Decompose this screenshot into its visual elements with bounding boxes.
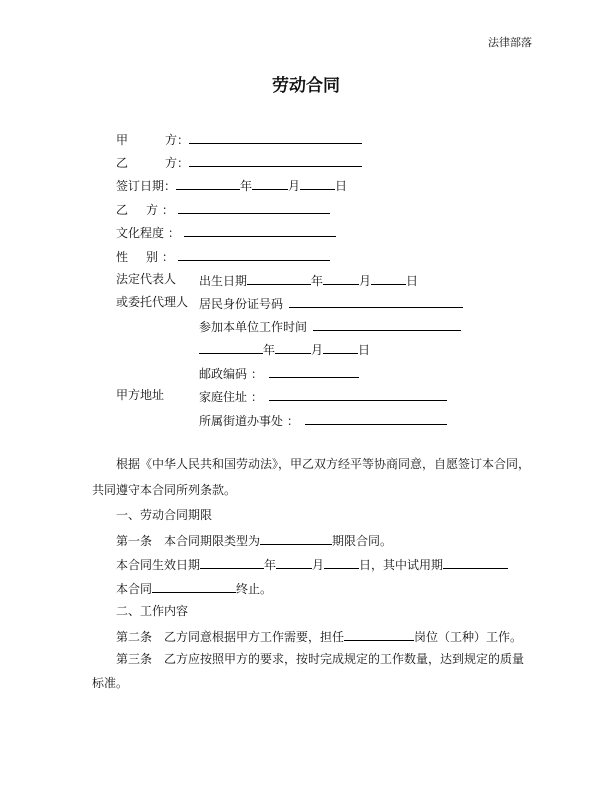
label: 文化程度 ： [116,226,180,240]
blank[interactable] [313,318,461,331]
label: 日 [358,343,371,357]
home-row [199,388,447,404]
blank[interactable] [252,177,288,190]
label: 出生日期 [199,274,248,288]
text: 第二条 乙方同意根据甲方工作需要，担任 [116,630,345,644]
text: 终止。 [236,582,273,596]
blank[interactable] [371,272,406,285]
blank[interactable] [189,131,362,144]
blank[interactable] [152,580,236,593]
label: 月 [288,179,301,193]
party-b-row [116,154,362,170]
blank[interactable] [184,224,336,237]
join-date-row [199,341,370,357]
blank[interactable] [289,295,463,308]
label: 法定代表人 [116,272,177,286]
label: 年 [311,274,324,288]
label: 性 [116,250,129,264]
blank[interactable] [199,341,263,354]
label: 甲 [116,133,129,147]
label: 签订日期： [116,179,177,193]
blank[interactable] [247,272,311,285]
gender-row [116,248,330,264]
label: 居民身份证号码 [199,297,284,311]
label: 月 [359,274,372,288]
text: 本合同 [116,582,153,596]
label: 方 ： [146,203,174,217]
blank[interactable] [323,272,359,285]
paragraph: 根据《中华人民共和国劳动法》，甲乙双方经平等协商同意，自愿签订本合同， [116,457,531,471]
label: 或委托代理人 [116,295,189,309]
article-2 [116,628,522,644]
party-b2-row [116,201,330,217]
blank[interactable] [178,248,330,261]
text: 期限合同。 [332,534,393,548]
label: 方： [165,133,190,147]
education-row [116,224,336,240]
id-row [199,295,463,311]
blank[interactable] [324,556,359,569]
label: 乙 [116,156,129,170]
paragraph: 共同遵守本合同所列条款。 [92,483,237,497]
text: 年 [264,558,277,572]
blank[interactable] [189,154,362,167]
label: 甲方地址 [116,388,165,402]
label: 邮政编码 ： [199,367,263,381]
blank[interactable] [305,412,447,425]
label: 年 [263,343,276,357]
paragraph: 第三条 乙方应按照甲方的要求，按时完成规定的工作数量，达到规定的质量 [116,652,525,666]
effective-date [116,556,508,572]
blank[interactable] [300,177,335,190]
blank[interactable] [260,532,332,545]
label: 日 [406,274,419,288]
blank[interactable] [276,556,312,569]
text: 第一条 本合同期限类型为 [116,534,261,548]
postcode-row [199,365,359,381]
label: 所属街道办事处 ： [199,414,299,428]
label: 方： [165,156,190,170]
text: 本合同生效日期 [116,558,201,572]
text: 日，其中试用期 [359,558,444,572]
blank[interactable] [443,556,508,569]
text: 月 [312,558,325,572]
label: 乙 [116,203,129,217]
label: 家庭住址 ： [199,390,263,404]
blank[interactable] [269,388,447,401]
text: 岗位（工种）工作。 [414,630,523,644]
birth-row [199,272,418,288]
article-1 [116,532,392,548]
page-title: 劳动合同 [272,76,340,96]
join-row [199,318,461,334]
section-heading: 一、劳动合同期限 [116,508,213,522]
blank[interactable] [269,365,359,378]
header-brand: 法律部落 [488,36,532,49]
section-heading: 二、工作内容 [116,604,189,618]
blank[interactable] [275,341,311,354]
end-row [116,580,272,596]
label: 参加本单位工作时间 [199,320,308,334]
paragraph: 标准。 [92,676,129,690]
label: 别 ： [146,250,174,264]
blank[interactable] [176,177,240,190]
party-a-row [116,131,362,147]
street-row [199,412,447,428]
label: 年 [240,179,253,193]
label: 月 [311,343,324,357]
blank[interactable] [178,201,330,214]
blank[interactable] [323,341,358,354]
blank[interactable] [200,556,264,569]
sign-date-row [116,177,347,193]
label: 日 [335,179,348,193]
blank[interactable] [344,628,414,641]
